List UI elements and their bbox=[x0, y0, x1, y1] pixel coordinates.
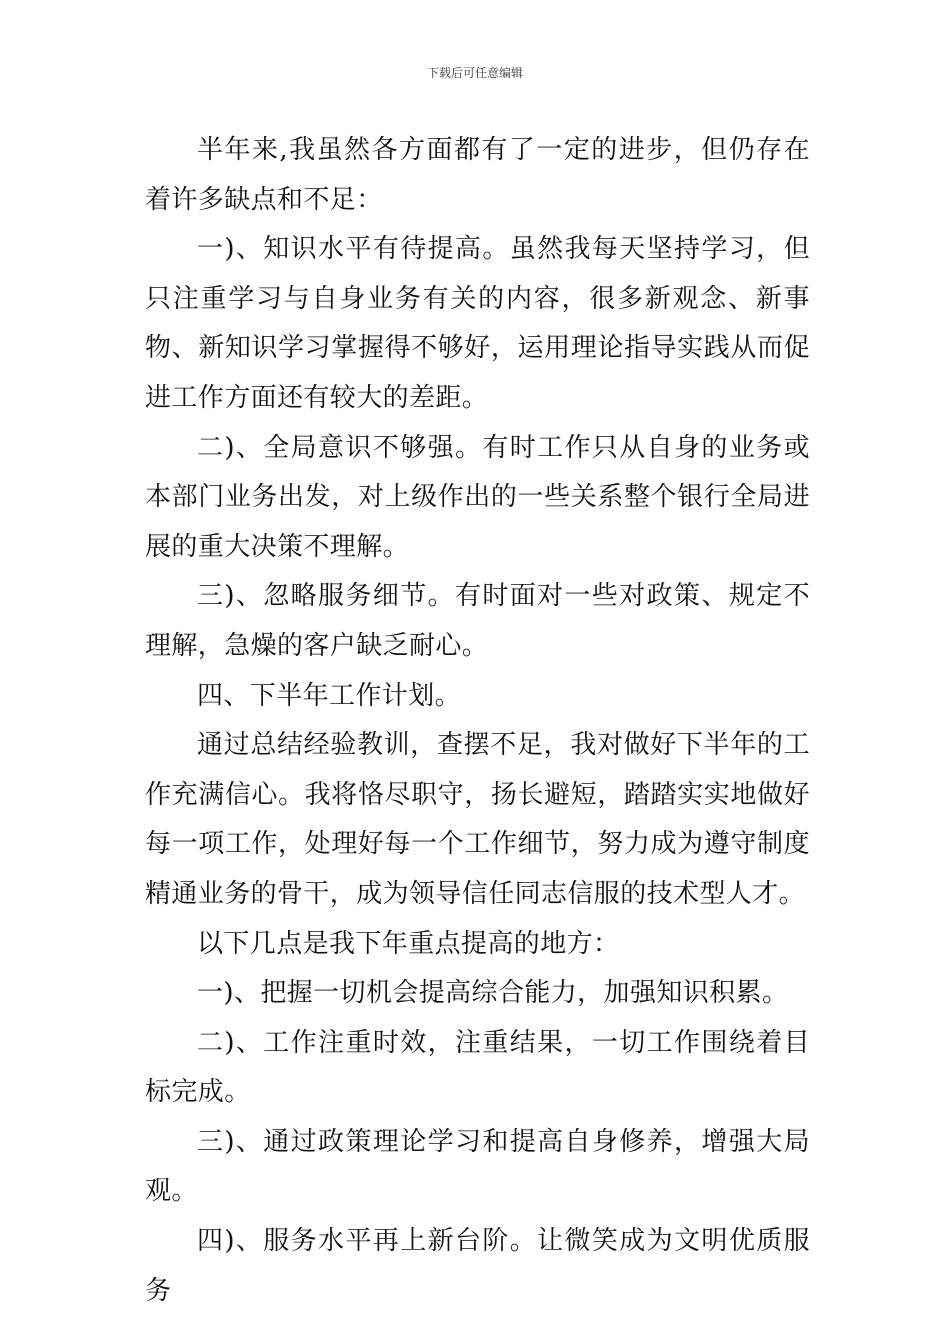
paragraph-improvement-3: 三)、通过政策理论学习和提高自身修养，增强大局观。 bbox=[145, 1126, 810, 1207]
paragraph-shortcoming-3: 三)、忽略服务细节。有时面对一些对政策、规定不理解，急燥的客户缺乏耐心。 bbox=[145, 581, 810, 661]
section-heading-plan: 四、下半年工作计划。 bbox=[197, 680, 462, 711]
paragraph-improvement-4: 四)、服务水平再上新台阶。让微笑成为文明优质服务 bbox=[145, 1226, 810, 1306]
document-body bbox=[145, 126, 810, 1316]
paragraph-shortcoming-2: 二)、全局意识不够强。有时工作只从自身的业务或本部门业务出发，对上级作出的一些关系整个银行全局进展的重大决策不理解。 bbox=[145, 432, 810, 562]
page-header: 下载后可任意编辑 bbox=[426, 66, 523, 80]
paragraph-plan-summary: 通过总结经验教训，查摆不足，我对做好下半年的工作充满信心。我将恪尽职守，扬长避短，踏踏实实地做好每一项工作，处理好每一个工作细节，努力成为遵守制度精通业务的骨干，成为领导信任同志信服的技术型人才。 bbox=[145, 730, 810, 909]
paragraph-improvement-2: 二)、工作注重时效，注重结果，一切工作围绕着目标完成。 bbox=[145, 1027, 810, 1108]
paragraph-improvement-intro: 以下几点是我下年重点提高的地方： bbox=[197, 928, 620, 959]
paragraph-shortcoming-1: 一)、知识水平有待提高。虽然我每天坚持学习，但只注重学习与自身业务有关的内容，很多新观念、新事物、新知识学习掌握得不够好，运用理论指导实践从而促进工作方面还有较大的差距。 bbox=[145, 234, 810, 413]
paragraph-improvement-1: 一)、把握一切机会提高综合能力，加强知识积累。 bbox=[197, 978, 789, 1009]
paragraph-intro: 半年来,我虽然各方面都有了一定的进步，但仍存在着许多缺点和不足： bbox=[145, 135, 810, 215]
